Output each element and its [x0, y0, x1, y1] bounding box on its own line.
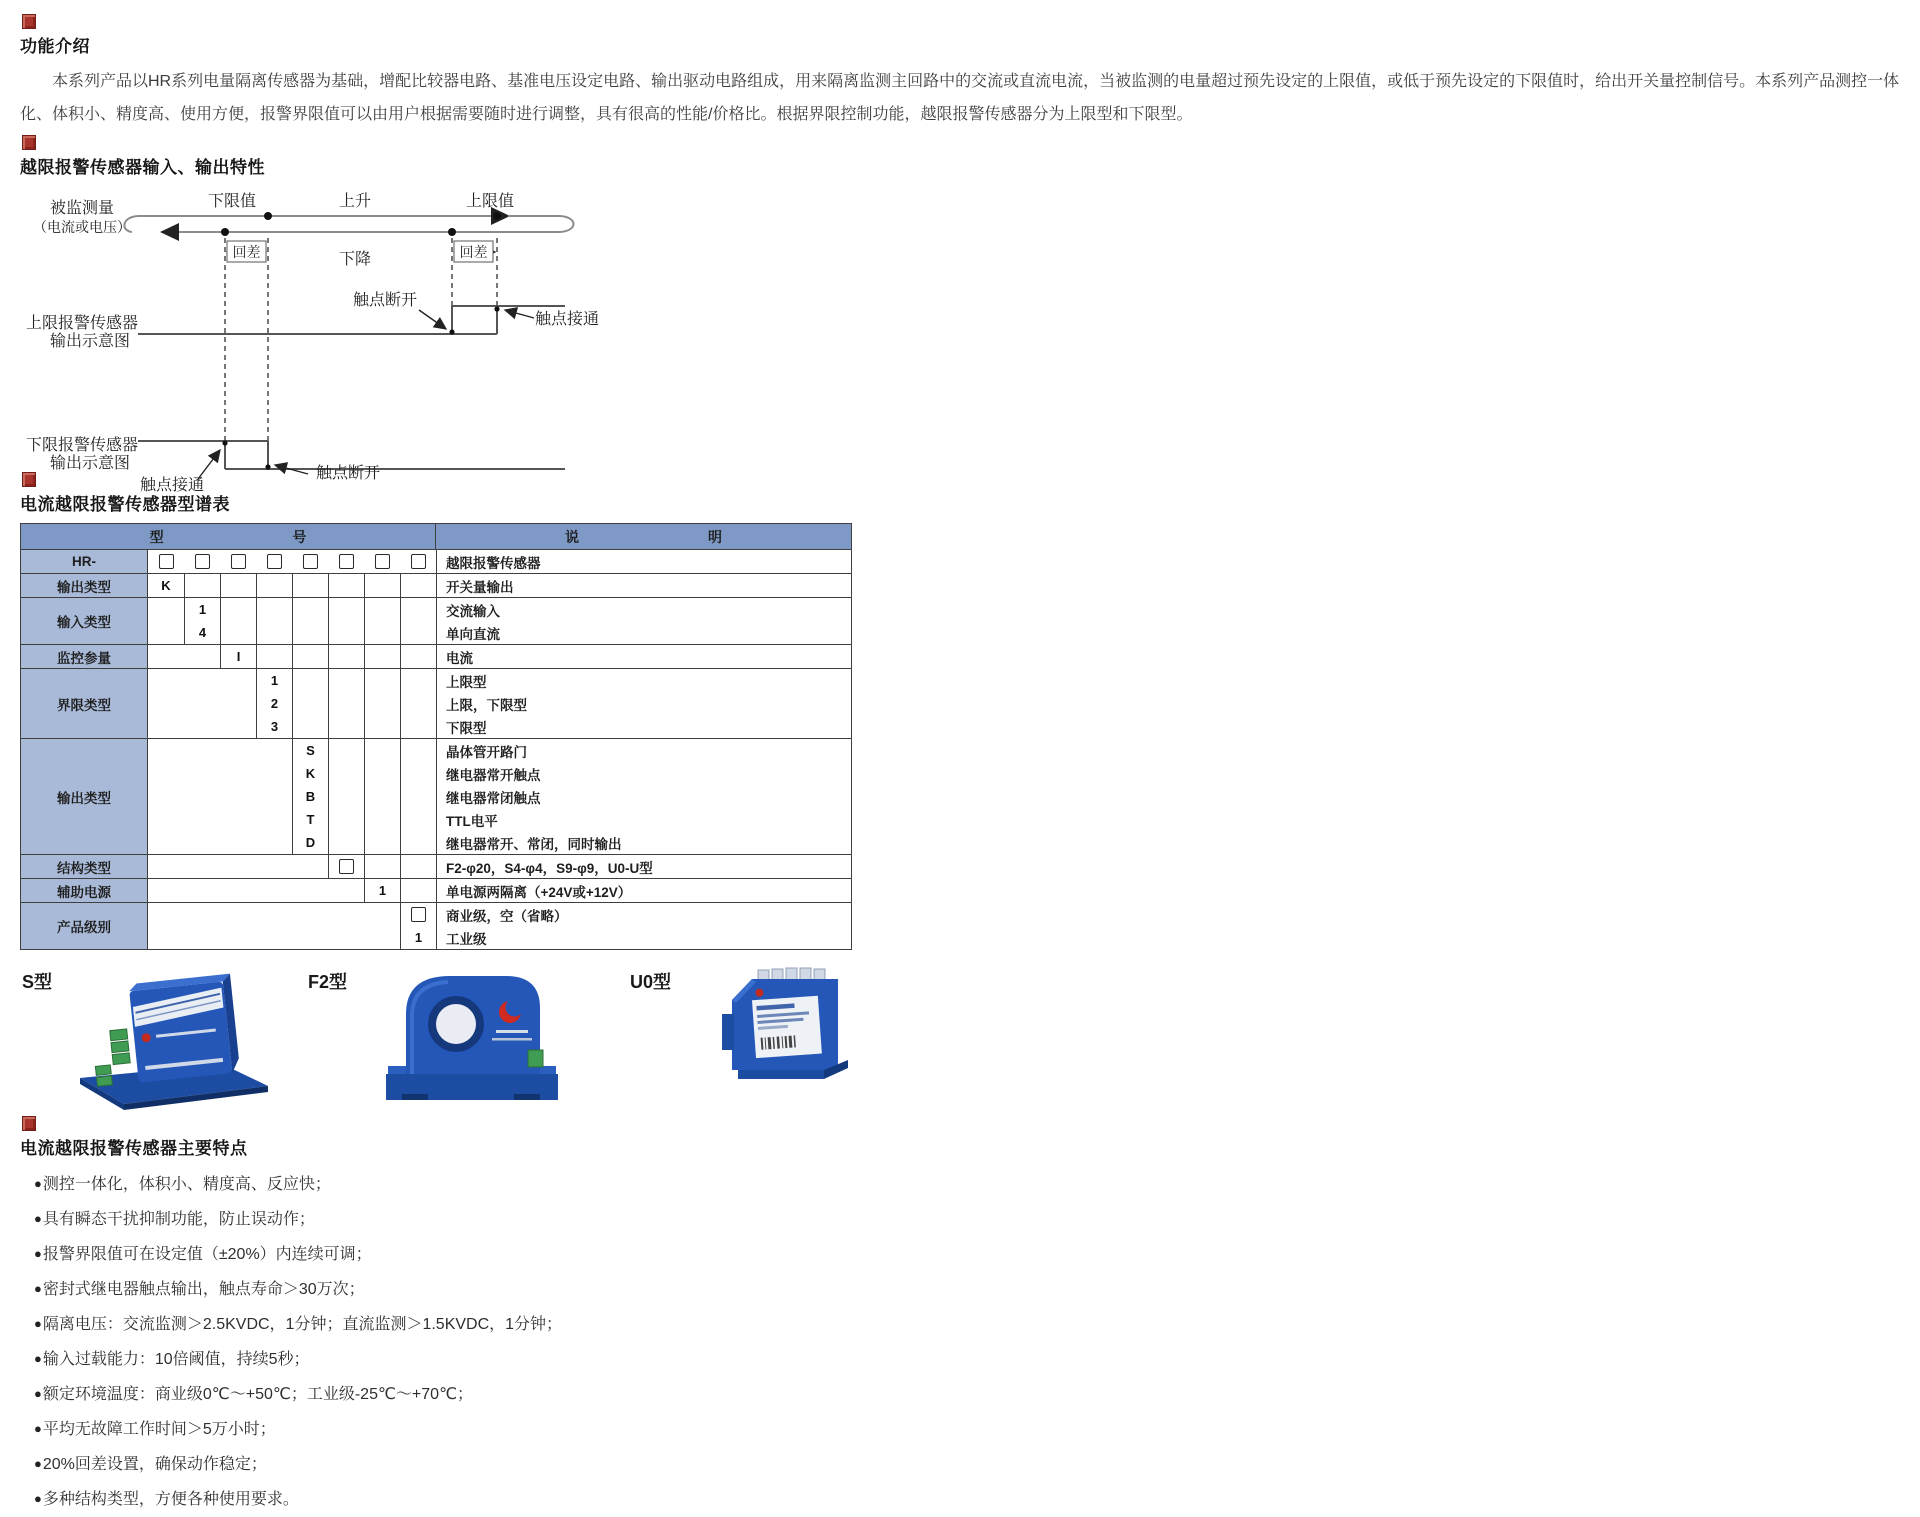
hysteresis-label: 回差 [459, 246, 488, 261]
code-spacer [148, 762, 292, 785]
table-row-label: 输出类型 [21, 574, 148, 597]
code-cell [292, 692, 328, 715]
contact-closed-label: 触点接通 [139, 477, 205, 494]
table-header-model [21, 524, 436, 549]
code-cell: B [292, 785, 328, 808]
code-cell [328, 598, 364, 621]
feature-text: 平均无故障工作时间＞5万小时； [42, 1421, 276, 1438]
u0-type-module-image [696, 964, 881, 1104]
code-spacer [148, 739, 292, 762]
hysteresis-left [227, 241, 266, 262]
code-description: 继电器常闭触点 [436, 785, 851, 808]
contact-closed-label: 触点接通 [534, 311, 600, 328]
feature-item [20, 1167, 1920, 1202]
features-list [20, 1167, 1920, 1517]
code-cell [256, 621, 292, 644]
code-cell [400, 692, 436, 715]
header-char: 明 [708, 528, 722, 545]
checkbox-glyph [339, 554, 354, 569]
code-cell [364, 739, 400, 762]
code-cell [148, 550, 184, 573]
table-line [148, 692, 851, 715]
code-cell [292, 550, 328, 573]
dashed-guides [225, 238, 497, 471]
transition-dot [222, 440, 227, 445]
code-cell [364, 831, 400, 854]
code-cell [292, 598, 328, 621]
code-cell: K [161, 578, 171, 593]
upper-limit-label: 上限值 [465, 193, 515, 210]
code-cell [184, 550, 220, 573]
code-cell: 4 [184, 621, 220, 644]
code-cell [292, 715, 328, 738]
hysteresis-right [454, 241, 495, 262]
table-line [148, 903, 851, 926]
code-cell [400, 808, 436, 831]
code-spacer [148, 669, 256, 692]
code-spacer [148, 855, 328, 878]
code-cell [364, 669, 400, 692]
product-label-s-type: S型 [22, 972, 53, 992]
code-cell [364, 550, 400, 573]
table-row [21, 878, 851, 902]
checkbox-glyph [267, 554, 282, 569]
code-description: 电流 [436, 645, 851, 668]
feature-item [20, 1412, 1920, 1447]
table-row [21, 668, 851, 738]
code-cell [400, 762, 436, 785]
table-row-label: 辅助电源 [21, 879, 148, 902]
transition-dot [265, 464, 270, 469]
feature-item [20, 1237, 1920, 1272]
table-line [148, 808, 851, 831]
code-description: TTL电平 [436, 808, 851, 831]
feature-text: 隔离电压：交流监测＞2.5KVDC，1分钟；直流监测＞1.5KVDC，1分钟； [42, 1316, 563, 1333]
code-cell: D [292, 831, 328, 854]
contact-open-label: 触点断开 [315, 465, 381, 482]
table-row-lines [148, 669, 851, 738]
feature-item [20, 1447, 1920, 1482]
feature-item [20, 1342, 1920, 1377]
table-line [148, 831, 851, 854]
contact-closed-arrow [198, 450, 220, 479]
header-char: 型 [149, 528, 164, 545]
table-line [148, 926, 851, 949]
feature-text: 具有瞬态干扰抑制功能，防止误动作； [42, 1211, 315, 1228]
table-row-lines [148, 574, 851, 597]
monitored-quantity-label: 被监测量 [49, 200, 115, 217]
code-cell [364, 692, 400, 715]
bullet-icon: ● [34, 1491, 42, 1506]
code-cell [400, 598, 436, 621]
section-title-features: 电流越限报警传感器主要特点 [20, 1139, 248, 1158]
code-cell [328, 808, 364, 831]
io-characteristics-diagram [20, 186, 1920, 494]
code-spacer [148, 692, 256, 715]
code-cell [256, 574, 292, 597]
contact-closed-arrow [505, 310, 534, 318]
section-title-model-table: 电流越限报警传感器型谱表 [20, 495, 230, 514]
code-spacer [148, 808, 292, 831]
feature-text: 额定环境温度：商业级0℃～+50℃；工业级-25℃～+70℃； [42, 1386, 474, 1403]
checkbox-glyph [231, 554, 246, 569]
rising-label: 上升 [338, 193, 372, 210]
signal-lines [124, 216, 573, 232]
lower-sensor-label2: 输出示意图 [49, 455, 131, 472]
code-cell [400, 715, 436, 738]
code-cell [328, 785, 364, 808]
table-row-lines [148, 598, 851, 644]
section-title-io-characteristics: 越限报警传感器输入、输出特性 [20, 158, 265, 177]
feature-text: 报警界限值可在设定值（±20%）内连续可调； [42, 1246, 372, 1263]
code-cell [364, 715, 400, 738]
code-cell [328, 574, 364, 597]
upper-sensor-label2: 输出示意图 [49, 333, 131, 350]
code-cell [400, 785, 436, 808]
code-description: 交流输入 [436, 598, 851, 621]
model-spectrum-table [20, 523, 852, 950]
table-row-label: 产品级别 [21, 903, 148, 949]
bullet-icon: ● [34, 1176, 42, 1191]
code-cell [256, 598, 292, 621]
table-line [148, 669, 851, 692]
code-cell [220, 550, 256, 573]
code-cell [400, 621, 436, 644]
code-cell [328, 855, 364, 878]
product-label-f2-type: F2型 [308, 972, 348, 992]
code-spacer [148, 831, 292, 854]
code-cell: 2 [256, 692, 292, 715]
code-description: 上限，下限型 [436, 692, 851, 715]
code-description: 继电器常开触点 [436, 762, 851, 785]
code-cell: 1 [364, 879, 400, 902]
product-images-row [20, 962, 920, 1114]
lower-sensor-label: 下限报警传感器 [25, 437, 139, 454]
code-cell [400, 739, 436, 762]
table-line [148, 785, 851, 808]
code-spacer [148, 903, 400, 926]
bullet-icon: ● [34, 1246, 42, 1261]
code-spacer [148, 598, 184, 621]
table-row [21, 902, 851, 949]
contact-open-label: 触点断开 [352, 292, 418, 309]
code-cell [292, 574, 328, 597]
bullet-icon: ● [34, 1456, 42, 1471]
code-description: 下限型 [436, 715, 851, 738]
code-cell [364, 855, 400, 878]
code-cell [328, 550, 364, 573]
header-char: 说 [565, 528, 579, 545]
table-row-lines [148, 739, 851, 854]
table-row-label: 界限类型 [21, 669, 148, 738]
hysteresis-label: 回差 [232, 246, 261, 261]
upper-sensor-label: 上限报警传感器 [25, 315, 139, 332]
model-table-rows [21, 549, 851, 949]
code-cell: 1 [400, 926, 436, 949]
anchor-marker-icon [22, 14, 36, 29]
table-line [148, 621, 851, 644]
table-line [148, 879, 851, 902]
code-cell [400, 855, 436, 878]
code-cell [400, 831, 436, 854]
bullet-icon: ● [34, 1316, 42, 1331]
code-description: 继电器常开、常闭，同时输出 [436, 831, 851, 854]
feature-text: 多种结构类型，方便各种使用要求。 [42, 1491, 299, 1508]
feature-text: 输入过载能力：10倍阈值，持续5秒； [42, 1351, 310, 1368]
checkbox-glyph [339, 859, 354, 874]
code-cell: I [220, 645, 256, 668]
table-row [21, 573, 851, 597]
s-type-module-image [72, 972, 302, 1117]
code-cell [364, 598, 400, 621]
code-cell [328, 645, 364, 668]
table-line [148, 855, 851, 878]
code-cell [364, 621, 400, 644]
table-row-label: 监控参量 [21, 645, 148, 668]
table-row [21, 549, 851, 573]
code-description: 开关量输出 [436, 574, 851, 597]
code-cell: K [292, 762, 328, 785]
table-row [21, 738, 851, 854]
feature-item [20, 1482, 1920, 1517]
code-cell [328, 739, 364, 762]
table-row [21, 644, 851, 668]
code-spacer [148, 621, 184, 644]
table-line [148, 715, 851, 738]
code-cell: 1 [184, 598, 220, 621]
table-row [21, 597, 851, 644]
code-cell [364, 574, 400, 597]
code-spacer [148, 645, 220, 668]
code-cell [364, 785, 400, 808]
code-cell [400, 669, 436, 692]
lower-limit-label: 下限值 [207, 193, 257, 210]
table-row-lines [148, 903, 851, 949]
code-cell [220, 574, 256, 597]
header-char: 号 [292, 528, 307, 545]
code-cell [400, 550, 436, 573]
bullet-icon: ● [34, 1281, 42, 1296]
table-line [148, 550, 851, 573]
code-spacer [148, 785, 292, 808]
table-header-description [436, 524, 851, 549]
table-row-lines [148, 879, 851, 902]
table-row-lines [148, 855, 851, 878]
feature-item [20, 1377, 1920, 1412]
code-cell [256, 550, 292, 573]
code-description: 单电源两隔离（+24V或+12V） [436, 879, 851, 902]
table-line [148, 598, 851, 621]
code-cell [328, 831, 364, 854]
product-label-u0-type: U0型 [630, 972, 672, 992]
code-cell: T [292, 808, 328, 831]
bullet-icon: ● [34, 1351, 42, 1366]
code-cell: 3 [256, 715, 292, 738]
timing-diagram-svg [20, 186, 780, 494]
falling-label: 下降 [338, 251, 372, 268]
code-cell [220, 598, 256, 621]
table-header-row [21, 524, 851, 549]
code-cell: 1 [256, 669, 292, 692]
table-line [148, 762, 851, 785]
code-description: 上限型 [436, 669, 851, 692]
feature-item [20, 1202, 1920, 1237]
code-cell [328, 715, 364, 738]
code-cell [328, 762, 364, 785]
transition-dot [494, 306, 499, 311]
table-line [148, 739, 851, 762]
checkbox-glyph [411, 907, 426, 922]
code-description: 商业级，空（省略） [436, 903, 851, 926]
table-row-lines [148, 645, 851, 668]
feature-text: 20%回差设置，确保动作稳定； [42, 1456, 267, 1473]
bullet-icon: ● [34, 1211, 42, 1226]
section-title-intro: 功能介绍 [20, 37, 90, 56]
code-description: 单向直流 [436, 621, 851, 644]
code-spacer [148, 715, 256, 738]
checkbox-glyph [195, 554, 210, 569]
code-description: 越限报警传感器 [436, 550, 851, 573]
checkbox-glyph [375, 554, 390, 569]
table-row-label: 输入类型 [21, 598, 148, 644]
code-description: F2-φ20，S4-φ4，S9-φ9，U0-U型 [436, 855, 851, 878]
upper-sensor-waveform [138, 306, 565, 334]
code-cell [184, 574, 220, 597]
feature-item [20, 1272, 1920, 1307]
code-description: 工业级 [436, 926, 851, 949]
code-cell [256, 645, 292, 668]
code-spacer [148, 926, 400, 949]
table-line [148, 645, 851, 668]
table-row-lines [148, 550, 851, 573]
code-cell [220, 621, 256, 644]
anchor-marker-icon [22, 1116, 36, 1131]
f2-type-module-image [368, 962, 578, 1119]
table-row-label: HR- [21, 550, 148, 573]
code-cell: S [292, 739, 328, 762]
intro-paragraph: 本系列产品以HR系列电量隔离传感器为基础，增配比较器电路、基准电压设定电路、输出驱动电路组成，用来隔离监测主回路中的交流或直流电流，当被监测的电量超过预先设定的上限值，或低于预先设定的下限值时，给出开关量控制信号。本系列产品测控一体化、体积小、精度高、使用方便，报警界限值可以由用户根据需要随时进行调整，具有很高的性能/价格比。根据界限控制功能，越限报警传感器分为上限型和下限型。 [20, 73, 1900, 123]
code-cell [400, 645, 436, 668]
code-cell [292, 645, 328, 668]
table-line [148, 574, 851, 597]
transition-dot [449, 329, 454, 334]
code-cell [328, 621, 364, 644]
code-cell [292, 621, 328, 644]
code-description: 晶体管开路门 [436, 739, 851, 762]
code-cell [400, 903, 436, 926]
checkbox-glyph [411, 554, 426, 569]
code-cell [400, 574, 436, 597]
feature-text: 测控一体化，体积小、精度高、反应快； [42, 1176, 331, 1193]
bullet-icon: ● [34, 1421, 42, 1436]
feature-item [20, 1307, 1920, 1342]
contact-open-arrow [419, 310, 446, 329]
table-row-label: 结构类型 [21, 855, 148, 878]
bullet-icon: ● [34, 1386, 42, 1401]
code-cell [328, 669, 364, 692]
code-cell [292, 669, 328, 692]
code-cell [364, 762, 400, 785]
code-cell [400, 879, 436, 902]
table-row [21, 854, 851, 878]
table-row-label: 输出类型 [21, 739, 148, 854]
feature-text: 密封式继电器触点输出，触点寿命＞30万次； [42, 1281, 365, 1298]
code-cell [364, 808, 400, 831]
monitored-quantity-unit-label: （电流或电压） [33, 221, 131, 236]
checkbox-glyph [159, 554, 174, 569]
code-cell [328, 692, 364, 715]
code-spacer [148, 879, 364, 902]
checkbox-glyph [303, 554, 318, 569]
code-cell [364, 645, 400, 668]
anchor-marker-icon [22, 135, 36, 150]
